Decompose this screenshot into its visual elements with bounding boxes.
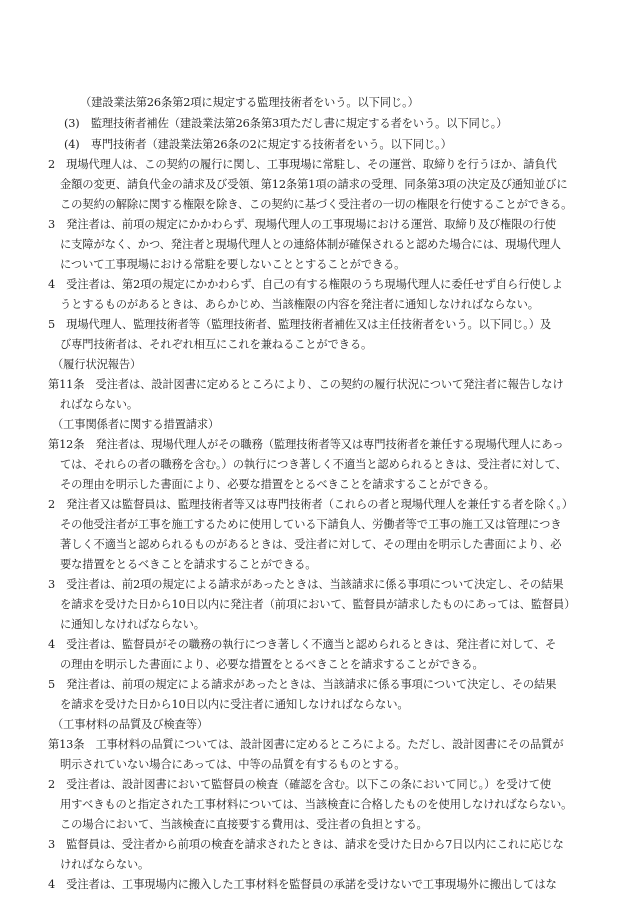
text-line: 要な措置をとるべきことを請求することができる。	[60, 558, 317, 571]
text-line: 4 受注者は、工事現場内に搬入した工事材料を監督員の承諾を受けないで工事現場外に搬出してはな	[48, 878, 557, 891]
text-line: (3) 監理技術者補佐（建設業法第26条第3項ただし書に規定する者をいう。以下同じ。）	[64, 117, 508, 130]
section-heading: （工事材料の品質及び検査等）	[52, 718, 209, 731]
text-line: その他受注者が工事を施工するために使用している下請負人、労働者等で工事の施工又は管理につき	[60, 518, 562, 531]
text-line: を請求を受けた日から10日以内に受注者に通知しなければならない。	[60, 698, 409, 711]
text-line: 第13条 工事材料の品質については、設計図書に定めるところによる。ただし、設計図書にその品質が	[48, 738, 564, 751]
text-line: 3 受注者は、前2項の規定による請求があったときは、当該請求に係る事項について決定し、その結果	[48, 578, 564, 591]
text-line: ればならない。	[60, 398, 139, 411]
text-line: うとするものがあるときは、あらかじめ、当該権限の内容を発注者に通知しなければならない。	[60, 298, 539, 311]
section-heading: （履行状況報告）	[52, 358, 142, 371]
text-line: この場合において、当該検査に直接要する費用は、受注者の負担とする。	[60, 818, 428, 831]
text-line: 金額の変更、請負代金の請求及び受領、第12条第1項の請求の受理、同条第3項の決定及び通知並びに	[60, 178, 568, 191]
text-line: について工事現場における常駐を要しないこととすることができる。	[60, 258, 406, 271]
text-line: に支障がなく、かつ、発注者と現場代理人との連絡体制が確保されると認めた場合には、現場代理人	[60, 238, 561, 251]
text-line: ては、それらの者の職務を含む。）の執行につき著しく不適当と認められるときは、受注者に対して、	[60, 458, 567, 471]
text-line: 2 受注者は、設計図書において監督員の検査（確認を含む。以下この条において同じ。）を受けて使	[48, 778, 552, 791]
text-line: 3 発注者は、前項の規定にかかわらず、現場代理人の工事現場における運営、取締り及び権限の行使	[48, 218, 556, 231]
text-line: 第11条 受注者は、設計図書に定めるところにより、この契約の履行状況について発注者に報告しなけ	[48, 378, 564, 391]
text-line: 5 発注者は、前項の規定による請求があったときは、当該請求に係る事項について決定し、その結果	[48, 678, 557, 691]
text-line: の理由を明示した書面により、必要な措置をとるべきことを請求することができる。	[60, 658, 484, 671]
text-line: （建設業法第26条第2項に規定する監理技術者をいう。以下同じ。）	[80, 96, 419, 109]
text-line: び専門技術者は、それぞれ相互にこれを兼ねることができる。	[60, 338, 373, 351]
text-line: 用すべきものと指定された工事材料については、当該検査に合格したものを使用しなければならない。	[60, 798, 573, 811]
text-line: を請求を受けた日から10日以内に発注者（前項において、監督員が請求したものにあっては、監督員）	[60, 598, 576, 611]
text-line: 3 監督員は、受注者から前項の検査を請求されたときは、請求を受けた日から7日以内にこれに応じな	[48, 838, 564, 851]
text-line: 4 受注者は、監督員がその職務の執行につき著しく不適当と認められるときは、発注者に対して、そ	[48, 638, 557, 651]
section-heading: （工事関係者に関する措置請求）	[52, 418, 220, 431]
text-line: この契約の解除に関する権限を除き、この契約に基づく受注者の一切の権限を行使することができる。	[60, 198, 573, 211]
text-line: (4) 専門技術者（建設業法第26条の2に規定する技術者をいう。以下同じ。）	[64, 138, 452, 151]
text-line: その理由を明示した書面により、必要な措置をとるべきことを請求することができる。	[60, 478, 495, 491]
text-line: 5 現場代理人、監理技術者等（監理技術者、監理技術者補佐又は主任技術者をいう。以下同じ。）及	[48, 318, 552, 331]
text-line: 4 受注者は、第2項の規定にかかわらず、自己の有する権限のうち現場代理人に委任せず自ら行使しよ	[48, 278, 563, 291]
text-line: 明示されていない場合にあっては、中等の品質を有するものとする。	[60, 758, 406, 771]
text-line: 2 現場代理人は、この契約の履行に関し、工事現場に常駐し、その運営、取締りを行うほか、請負代	[48, 158, 557, 171]
text-line: に通知しなければならない。	[60, 618, 205, 631]
text-line: ければならない。	[60, 858, 150, 871]
text-line: 著しく不適当と認められるものがあるときは、受注者に対して、その理由を明示した書面により、必	[60, 538, 562, 551]
text-line: 第12条 発注者は、現場代理人がその職務（監理技術者等又は専門技術者を兼任する現場代理人にあっ	[48, 438, 564, 451]
text-line: 2 発注者又は監督員は、監理技術者等又は専門技術者（これらの者と現場代理人を兼任する者を除く。）	[48, 498, 574, 511]
